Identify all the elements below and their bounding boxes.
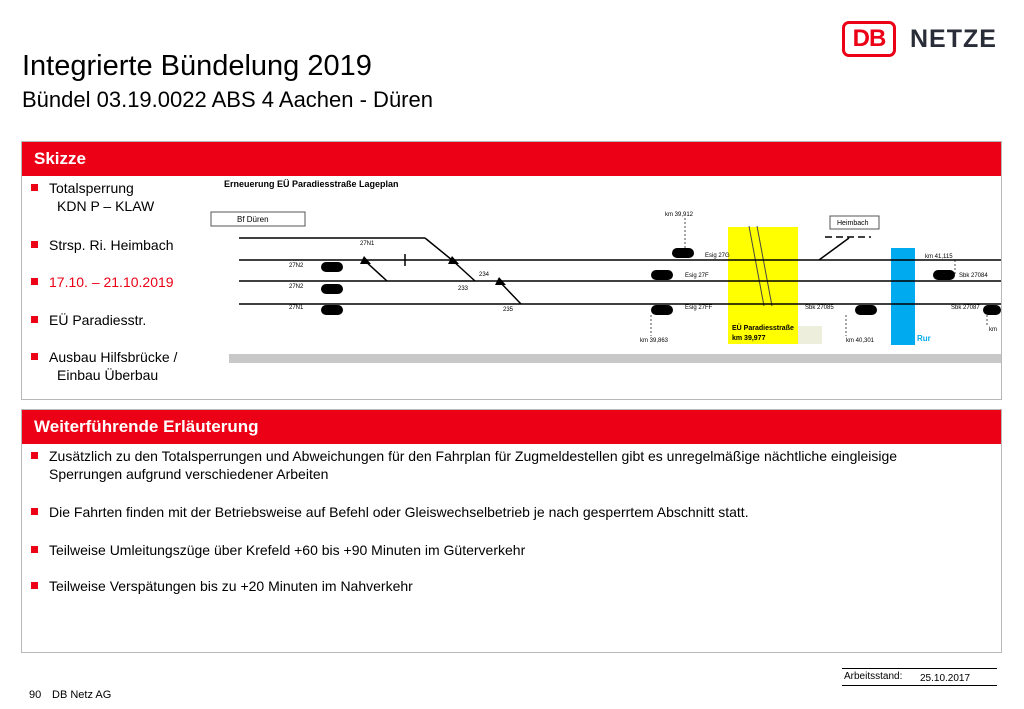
bridge-area-extension bbox=[798, 326, 822, 344]
skizze-bullet-1: Totalsperrung KDN P – KLAW bbox=[31, 179, 154, 215]
bullet-square-icon bbox=[31, 184, 38, 191]
bullet-square-icon bbox=[31, 582, 38, 589]
bullet-square-icon bbox=[31, 316, 38, 323]
bullet-square-icon bbox=[31, 508, 38, 515]
signal-icon bbox=[651, 270, 673, 280]
svg-text:235: 235 bbox=[503, 307, 514, 313]
skizze-bullet-4: EÜ Paradiesstr. bbox=[31, 311, 146, 329]
bullet-square-icon bbox=[31, 241, 38, 248]
svg-text:km 39,863: km 39,863 bbox=[640, 338, 669, 344]
bullet-square-icon bbox=[31, 353, 38, 360]
skizze-bullet-3: 17.10. – 21.10.2019 bbox=[31, 273, 174, 291]
page-subtitle: Bündel 03.19.0022 ABS 4 Aachen - Düren bbox=[22, 87, 433, 112]
signal-icon bbox=[321, 305, 343, 315]
signal-icon bbox=[933, 270, 955, 280]
page-title: Integrierte Bündelung 2019 bbox=[22, 50, 372, 82]
signal-icon bbox=[321, 284, 343, 294]
bullet-square-icon bbox=[31, 452, 38, 459]
svg-text:km 40,301: km 40,301 bbox=[846, 338, 875, 344]
bridge-km: km 39,977 bbox=[732, 335, 766, 342]
signal-icon bbox=[672, 248, 694, 258]
sketch-title: Erneuerung EÜ Paradiesstraße Lageplan bbox=[224, 179, 399, 189]
svg-text:234: 234 bbox=[479, 272, 490, 278]
svg-text:233: 233 bbox=[458, 286, 469, 292]
db-netze-logo bbox=[842, 20, 997, 58]
page-number: 90 bbox=[29, 689, 42, 701]
skizze-bullet-5: Ausbau Hilfsbrücke / Einbau Überbau bbox=[31, 348, 177, 384]
signal-icon bbox=[855, 305, 877, 315]
svg-text:Sbk 27085: Sbk 27085 bbox=[805, 305, 834, 311]
erlaeuterung-bullet-1: Zusätzlich zu den Totalsperrungen und Abweichungen für den Fahrplan für Zugmeldestellen gibt es unregelmäßige nächtliche eingleisige Sperrungen aufgrund verschiedener Arbeiten bbox=[31, 447, 897, 483]
arbeitsstand-label: Arbeitsstand: bbox=[844, 671, 903, 682]
signal-icon bbox=[651, 305, 673, 315]
erlaeuterung-bullet-3: Teilweise Umleitungszüge über Krefeld +60 bis +90 Minuten im Güterverkehr bbox=[31, 541, 525, 559]
erlaeuterung-bullet-4: Teilweise Verspätungen bis zu +20 Minuten im Nahverkehr bbox=[31, 577, 413, 595]
bridge-name: EÜ Paradiesstraße bbox=[732, 325, 794, 332]
svg-text:27N1: 27N1 bbox=[360, 241, 375, 247]
bullet-square-icon bbox=[31, 278, 38, 285]
svg-text:Esig 27F: Esig 27F bbox=[685, 273, 709, 279]
signal-icon bbox=[983, 305, 1001, 315]
rur-river bbox=[891, 248, 915, 345]
svg-text:Sbk 27087: Sbk 27087 bbox=[951, 305, 980, 311]
db-logo-icon: DB bbox=[842, 21, 896, 57]
signal-icon bbox=[321, 262, 343, 272]
erlaeuterung-panel bbox=[21, 409, 1002, 653]
skizze-bullet-2: Strsp. Ri. Heimbach bbox=[31, 236, 173, 254]
erlaeuterung-header: Weiterführende Erläuterung bbox=[22, 410, 1001, 444]
svg-text:Esig 27FF: Esig 27FF bbox=[685, 305, 713, 311]
skizze-panel bbox=[21, 141, 1002, 400]
svg-text:km 39,912: km 39,912 bbox=[665, 212, 694, 218]
grey-band bbox=[229, 354, 1001, 363]
heimbach-label: Heimbach bbox=[837, 220, 869, 227]
footer-company: DB Netz AG bbox=[52, 689, 112, 701]
bullet-square-icon bbox=[31, 546, 38, 553]
svg-text:27N2: 27N2 bbox=[289, 284, 304, 290]
station-label: Bf Düren bbox=[237, 215, 269, 224]
rur-label: Rur bbox=[917, 334, 931, 343]
svg-text:Sbk 27084: Sbk 27084 bbox=[959, 273, 988, 279]
skizze-header: Skizze bbox=[22, 142, 1001, 176]
svg-text:27N2: 27N2 bbox=[289, 263, 304, 269]
svg-text:km 41,115: km 41,115 bbox=[925, 254, 953, 260]
svg-text:27N1: 27N1 bbox=[289, 305, 304, 311]
svg-text:km: km bbox=[989, 327, 997, 333]
svg-text:Esig 27G: Esig 27G bbox=[705, 253, 730, 259]
arbeitsstand-date: 25.10.2017 bbox=[920, 673, 971, 684]
netze-wordmark: NETZE bbox=[910, 24, 997, 53]
erlaeuterung-bullet-2: Die Fahrten finden mit der Betriebsweise auf Befehl oder Gleiswechselbetrieb je nach gesperrtem Abschnitt statt. bbox=[31, 503, 749, 521]
arbeitsstand-box bbox=[842, 668, 997, 686]
track-layout-sketch bbox=[209, 176, 1001, 370]
